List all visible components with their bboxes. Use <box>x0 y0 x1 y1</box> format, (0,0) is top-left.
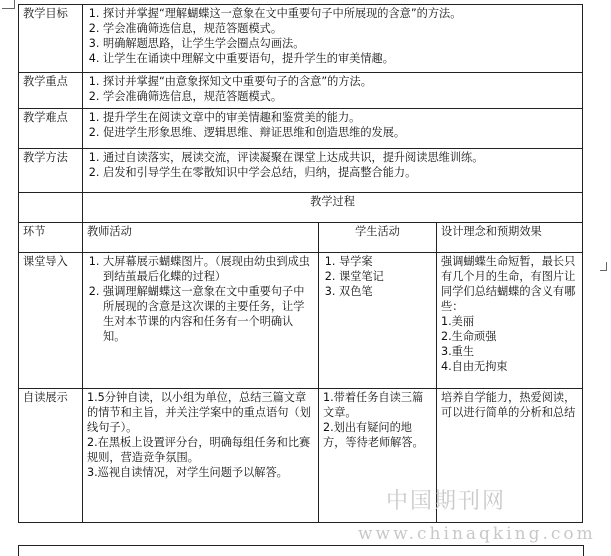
header-teacher: 教师活动 <box>83 223 319 253</box>
row-focus <box>19 73 583 109</box>
intro-design <box>437 253 583 389</box>
lesson-plan-table <box>18 4 583 523</box>
method-content <box>83 149 583 193</box>
self-read-design: 培养自学能力，热爱阅读，可以进行简单的分析和总结 <box>437 389 583 523</box>
empty-cell <box>19 193 83 223</box>
list-item: 1.美丽 <box>441 315 475 328</box>
list-item: 2.生命顽强 <box>441 330 497 343</box>
header-student: 学生活动 <box>319 223 437 253</box>
row-label-difficulty: 教学难点 <box>19 109 83 149</box>
intro-design-text: 强调蝴蝶生命短暂，最长只有几个月的生命，有图片让同学们总结蝴蝶的含义有哪些： <box>441 255 576 313</box>
list-item: 1. 探讨并掌握“理解蝴蝶这一意象在文中重要句子中所展现的含意”的方法。 <box>103 6 578 21</box>
intro-student-list <box>323 254 432 299</box>
stage-self-read: 自读展示 <box>19 389 83 523</box>
list-item: 3.重生 <box>441 345 475 358</box>
row-label-goals: 教学目标 <box>19 5 83 73</box>
list-item: 2. 启发和引导学生在零散知识中学会总结，归纳，提高整合能力。 <box>103 165 578 180</box>
list-item: 3. 双色笔 <box>339 284 432 299</box>
intro-student <box>319 253 437 389</box>
list-item: 3. 明确解题思路，让学生学会圈点勾画法。 <box>103 36 578 51</box>
corner-marker <box>600 262 607 271</box>
list-item: 2. 强调理解蝴蝶这一意象在文中重要句子中所展现的含意是这次课的主要任务，让学生对本节课的内容和任务有一个明确认知。 <box>103 284 314 344</box>
difficulty-list <box>87 110 578 140</box>
intro-teacher <box>83 253 319 389</box>
watermark-url: www.chinaqking.com <box>358 524 596 544</box>
next-row-partial <box>18 545 584 556</box>
self-read-teacher <box>83 389 319 523</box>
method-list <box>87 150 578 180</box>
list-item: 1.5分钟自读，以小组为单位，总结三篇文章的情节和主旨，并关注学案中的重点语句（划线句子）。 <box>87 391 311 434</box>
header-design: 设计理念和预期效果 <box>437 223 583 253</box>
list-item: 2. 学会准确筛选信息，规范答题模式。 <box>103 89 578 104</box>
list-item: 1.带着任务自读三篇文章。 <box>323 391 424 419</box>
list-item: 1. 提升学生在阅读文章中的审美情趣和鉴赏美的能力。 <box>103 110 578 125</box>
goals-list <box>87 6 578 66</box>
row-intro <box>19 253 583 389</box>
list-item: 2.划出有疑问的地方，等待老师解答。 <box>323 421 424 449</box>
list-item: 2. 学会准确筛选信息，规范答题模式。 <box>103 21 578 36</box>
intro-teacher-list <box>87 254 314 344</box>
list-item: 1. 导学案 <box>339 254 432 269</box>
list-item: 1. 通过自读落实，展读交流，评读凝聚在课堂上达成共识，提升阅读思维训练。 <box>103 150 578 165</box>
difficulty-content <box>83 109 583 149</box>
process-title: 教学过程 <box>83 193 583 223</box>
row-process-title <box>19 193 583 223</box>
corner-marker <box>2 0 15 9</box>
focus-content <box>83 73 583 109</box>
list-item: 1. 探讨并掌握“由意象探知文中重要句子的含意”的方法。 <box>103 74 578 89</box>
row-difficulty <box>19 109 583 149</box>
list-item: 2. 促进学生形象思维、逻辑思维、辩证思维和创造思维的发展。 <box>103 125 578 140</box>
list-item: 2. 课堂笔记 <box>339 269 432 284</box>
list-item: 2.在黑板上设置评分台，明确每组任务和比赛规则，营造竞争氛围。 <box>87 436 311 464</box>
watermark-text: 中国期刊网 <box>386 489 507 514</box>
row-headers <box>19 223 583 253</box>
focus-list <box>87 74 578 104</box>
list-item: 4.自由无拘束 <box>441 360 508 373</box>
stage-intro: 课堂导入 <box>19 253 83 389</box>
row-label-focus: 教学重点 <box>19 73 83 109</box>
header-stage: 环节 <box>19 223 83 253</box>
list-item: 4. 让学生在诵读中理解文中重要语句，提升学生的审美情趣。 <box>103 51 578 66</box>
goals-content <box>83 5 583 73</box>
row-label-method: 教学方法 <box>19 149 83 193</box>
row-method <box>19 149 583 193</box>
list-item: 1. 大屏幕展示蝴蝶图片。（展现由幼虫到成虫到结茧最后化蝶的过程） <box>103 254 314 284</box>
list-item: 3.巡视自读情况，对学生问题予以解答。 <box>87 466 288 479</box>
row-goals <box>19 5 583 73</box>
